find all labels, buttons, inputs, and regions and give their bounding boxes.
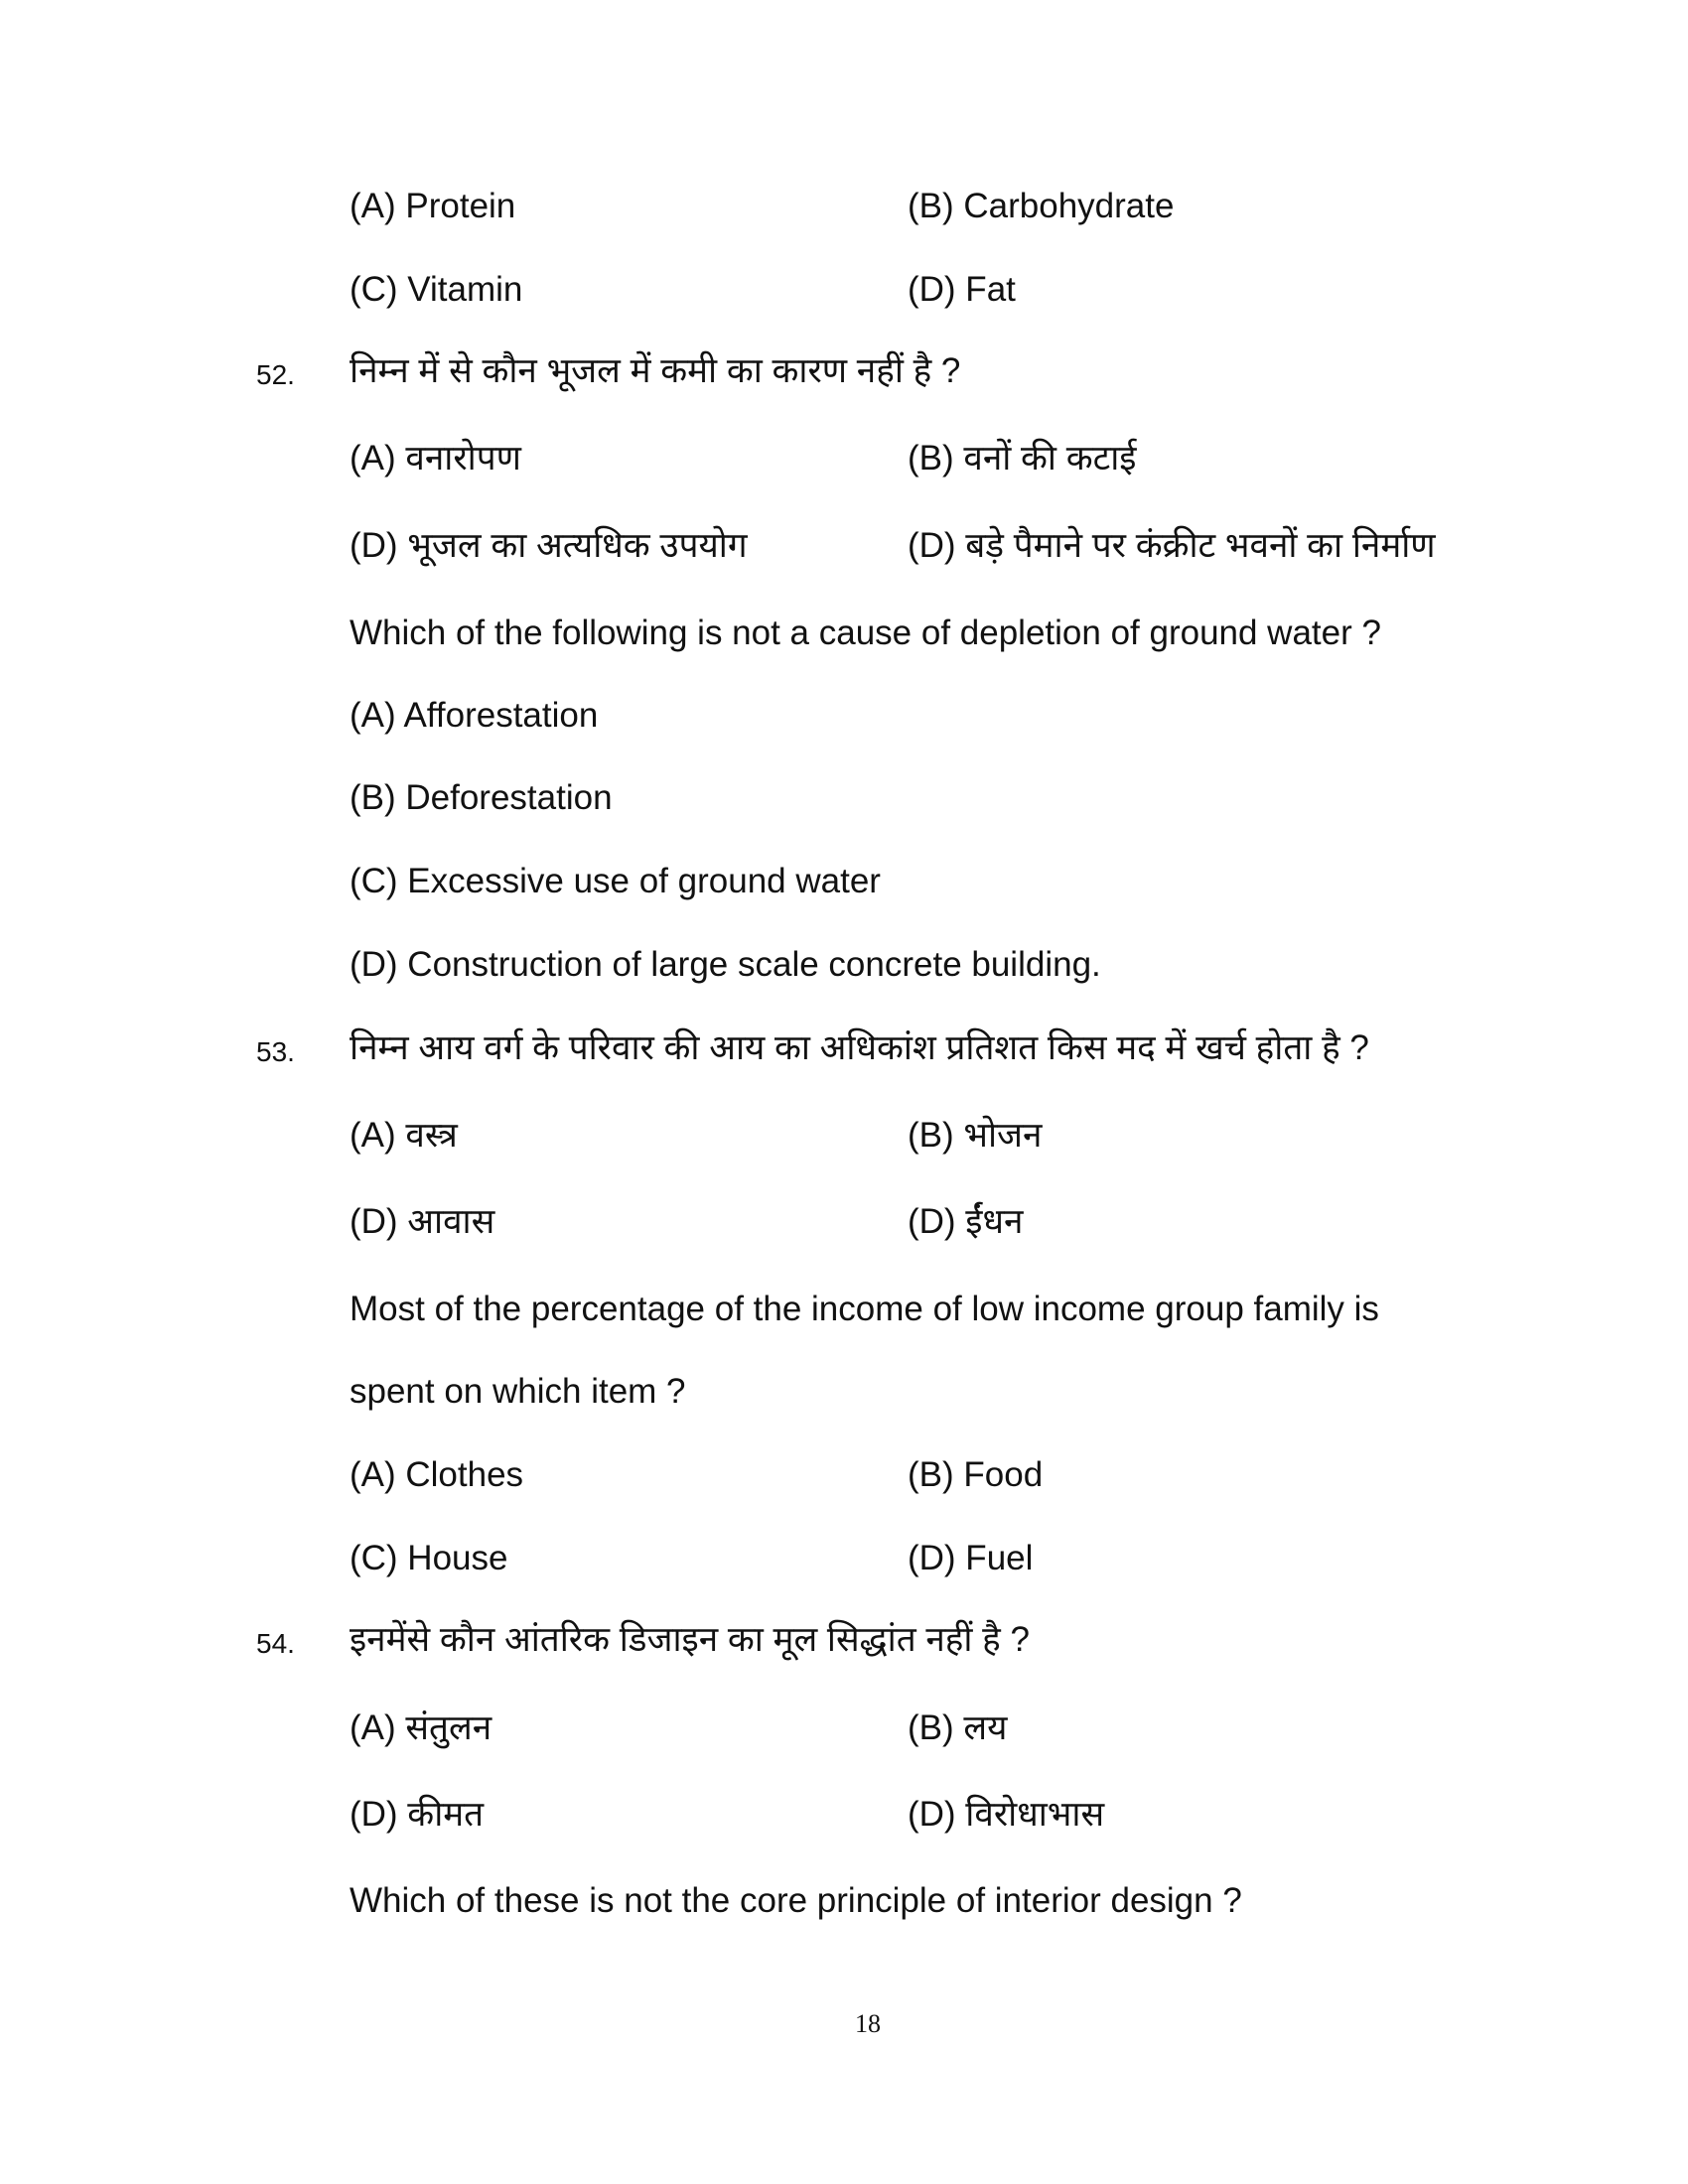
q52-number: 52. (256, 359, 295, 390)
q51-option-a: (A) Protein (350, 187, 516, 225)
q53-option-b-hindi: (B) भोजन (908, 1116, 1043, 1155)
q53-option-d: (D) Fuel (908, 1539, 1034, 1577)
q51-option-c: (C) Vitamin (350, 270, 523, 309)
q52-option-b: (B) Deforestation (350, 778, 613, 817)
q51-option-b: (B) Carbohydrate (908, 187, 1175, 225)
q53-number: 53. (256, 1036, 295, 1067)
q52-option-d-hindi: (D) बड़े पैमाने पर कंक्रीट भवनों का निर्माण (908, 526, 1436, 565)
q53-option-a-hindi: (A) वस्त्र (350, 1116, 458, 1155)
q52-option-c: (C) Excessive use of ground water (350, 862, 881, 900)
q52-option-b-hindi: (B) वनों की कटाई (908, 439, 1137, 478)
q53-option-a: (A) Clothes (350, 1455, 524, 1494)
q54-option-d-hindi: (D) विरोधाभास (908, 1795, 1105, 1834)
q53-option-c: (C) House (350, 1539, 508, 1577)
q52-option-a: (A) Afforestation (350, 696, 599, 735)
q53-question-english-line2: spent on which item ? (350, 1372, 686, 1411)
q54-option-a-hindi: (A) संतुलन (350, 1708, 492, 1747)
q53-question-hindi: निम्न आय वर्ग के परिवार की आय का अधिकांश प्रतिशत किस मद में खर्च होता है ? (350, 1028, 1369, 1067)
q52-option-c-hindi: (D) भूजल का अत्यधिक उपयोग (350, 526, 748, 565)
q53-option-b: (B) Food (908, 1455, 1044, 1494)
q54-number: 54. (256, 1628, 295, 1659)
q52-option-a-hindi: (A) वनारोपण (350, 439, 521, 478)
q53-question-english-line1: Most of the percentage of the income of low income group family is (350, 1290, 1379, 1328)
page-number: 18 (855, 2009, 881, 2038)
q53-option-c-hindi: (D) आवास (350, 1202, 495, 1241)
q52-question-hindi: निम्न में से कौन भूजल में कमी का कारण नहीं है ? (350, 351, 961, 390)
q52-option-d: (D) Construction of large scale concrete building. (350, 945, 1101, 984)
q54-question-hindi: इनमेंसे कौन आंतरिक डिजाइन का मूल सिद्धांत नहीं है ? (350, 1620, 1030, 1659)
q54-question-english: Which of these is not the core principle of interior design ? (350, 1881, 1242, 1920)
q52-question-english: Which of the following is not a cause of depletion of ground water ? (350, 614, 1381, 652)
q53-option-d-hindi: (D) ईंधन (908, 1202, 1024, 1241)
q54-option-c-hindi: (D) कीमत (350, 1795, 485, 1834)
q51-option-d: (D) Fat (908, 270, 1016, 309)
q54-option-b-hindi: (B) लय (908, 1708, 1008, 1747)
